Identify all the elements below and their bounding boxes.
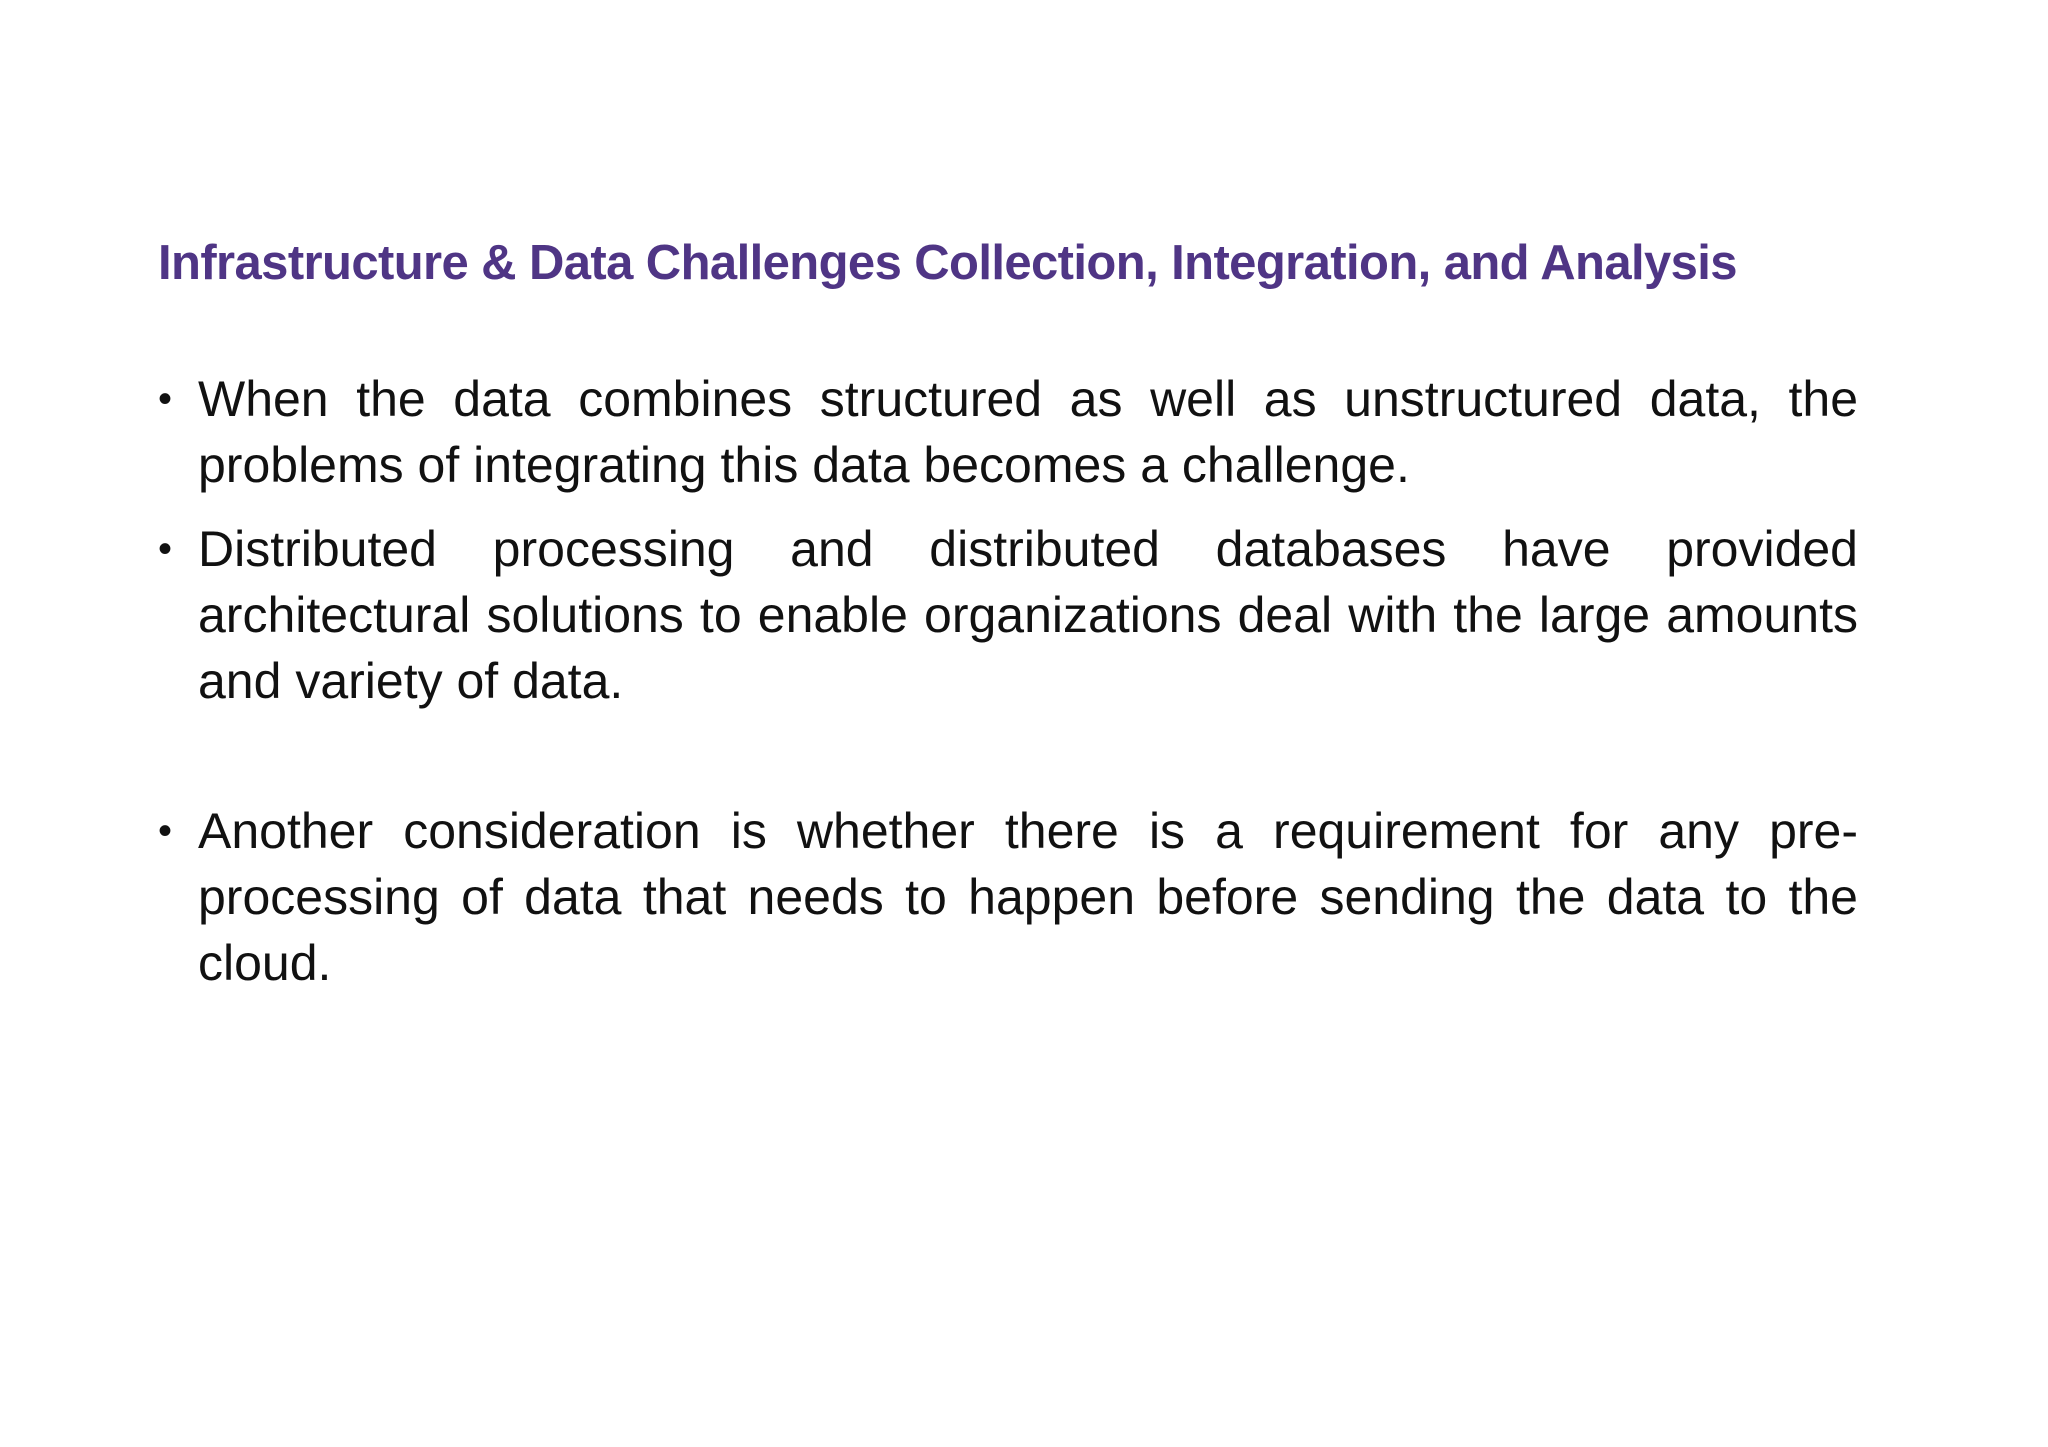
bullet-icon: • xyxy=(158,809,173,853)
bullet-text: Distributed processing and distributed databases have provided architectural solutions to enable organizations deal with the large amounts and variety of data. xyxy=(198,521,1858,709)
bullet-item xyxy=(158,366,1858,498)
bullet-item xyxy=(158,516,1858,714)
bullet-icon: • xyxy=(158,377,173,421)
bullet-text: Another consideration is whether there is a requirement for any pre-processing of data that needs to happen before sending the data to the cloud. xyxy=(198,803,1858,991)
bullet-text: When the data combines structured as well as unstructured data, the problems of integrating this data becomes a challenge. xyxy=(198,371,1858,493)
slide-title: Infrastructure & Data Challenges Collection, Integration, and Analysis xyxy=(158,236,1737,290)
bullet-icon: • xyxy=(158,527,173,571)
bullet-item xyxy=(158,798,1858,996)
bullet-list xyxy=(158,366,1858,996)
